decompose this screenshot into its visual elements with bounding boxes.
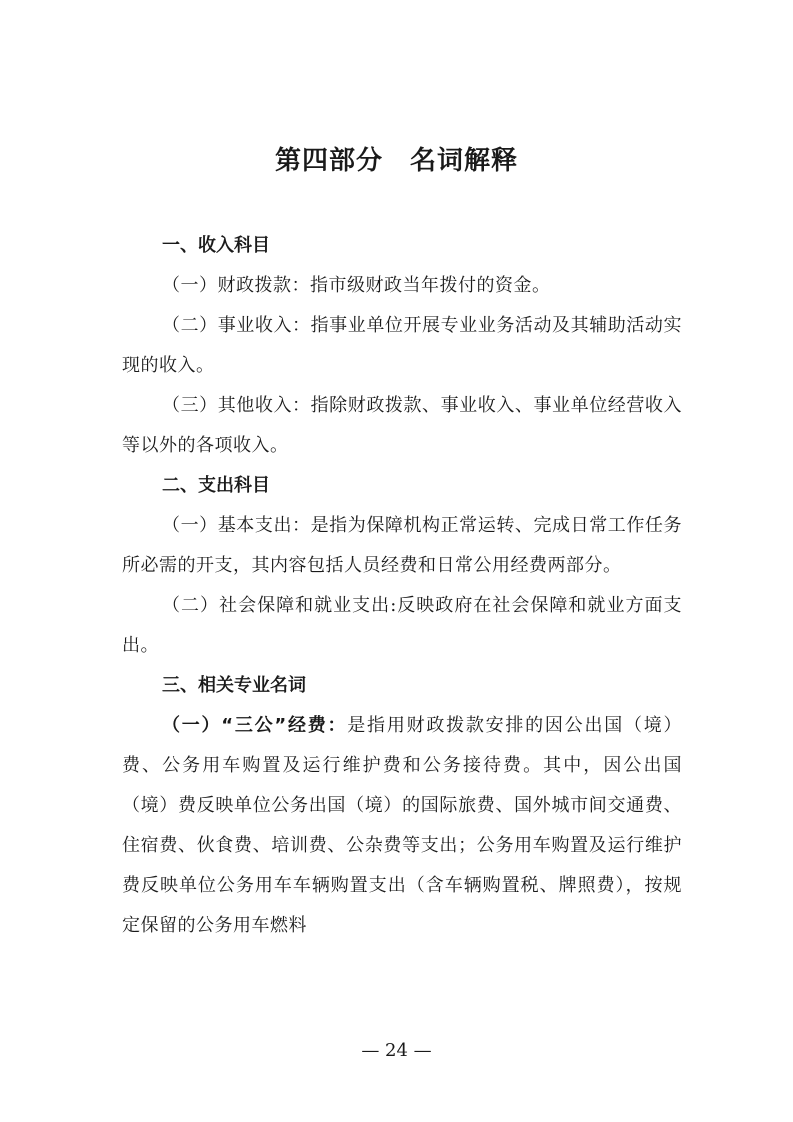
document-body xyxy=(122,226,682,946)
terms-item-1-text: 是指用财政拨款安排的因公出国（境）费、公务用车购置及运行维护费和公务接待费。其中，因公出国（境）费反映单位公务出国（境）的国际旅费、国外城市间交通费、住宿费、伙食费、培训费、公杂费等支出；公务用车购置及运行维护费反映单位公务用车车辆购置支出（含车辆购置税、牌照费），按规定保留的公务用车燃料 xyxy=(122,715,682,936)
page-title: 第四部分 名词解释 xyxy=(274,146,518,176)
income-item-1: （一）财政拨款：指市级财政当年拨付的资金。 xyxy=(162,275,551,296)
income-item-3: （三）其他收入：指除财政拨款、事业收入、事业单位经营收入等以外的各项收入。 xyxy=(122,395,682,456)
section-heading-expenditure: 二、支出科目 xyxy=(162,475,270,496)
page-number: — 24 — xyxy=(361,1040,432,1061)
terms-item-1-label: （一）“三公”经费： xyxy=(162,715,348,736)
expenditure-item-1: （一）基本支出：是指为保障机构正常运转、完成日常工作任务所必需的开支，其内容包括人员经费和日常公用经费两部分。 xyxy=(122,515,682,576)
terms-item-1 xyxy=(122,706,682,946)
expenditure-item-2: （二）社会保障和就业支出:反映政府在社会保障和就业方面支出。 xyxy=(122,595,682,656)
section-heading-terms: 三、相关专业名词 xyxy=(162,675,306,696)
section-heading-income: 一、收入科目 xyxy=(162,235,270,256)
income-item-2: （二）事业收入：指事业单位开展专业业务活动及其辅助活动实现的收入。 xyxy=(122,315,682,376)
